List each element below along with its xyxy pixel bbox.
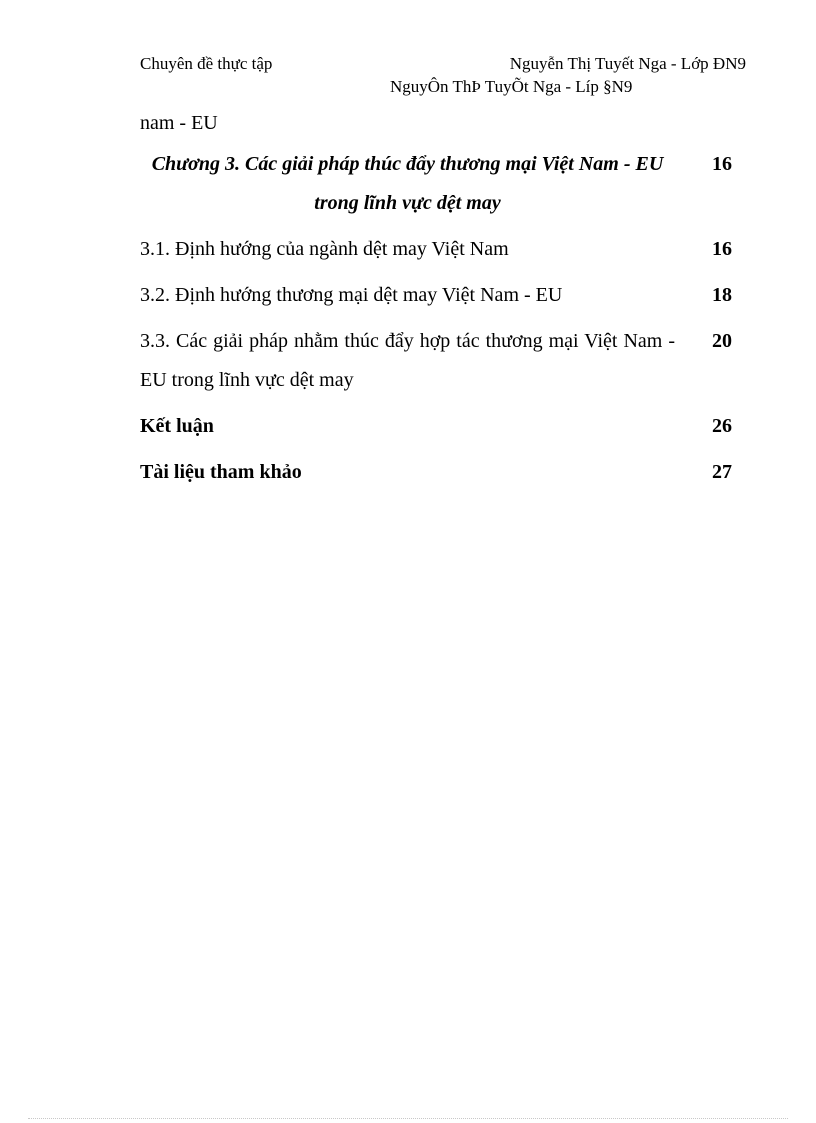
toc-entry-text: Kết luận <box>140 415 214 437</box>
toc-entry-text: 3.2. Định hướng thương mại dệt may Việt Nam - EU <box>140 284 563 306</box>
toc-entry-text: Chương 3. Các giải pháp thúc đẩy thương mại Việt Nam - EU trong lĩnh vực dệt may <box>151 153 664 214</box>
toc-entry-3-2 <box>140 276 732 315</box>
toc-entry-chapter-3 <box>140 145 732 223</box>
page-header-right: Nguyễn Thị Tuyết Nga - Lớp ĐN9 <box>509 54 746 73</box>
page-header-legacy-encoding: NguyÔn ThÞ TuyÕt Nga - Líp §N9 <box>390 77 633 96</box>
toc-entry-3-1 <box>140 230 732 269</box>
toc-entry-page: 20 <box>712 330 732 352</box>
toc-entry-text: 3.3. Các giải pháp nhằm thúc đẩy hợp tác thương mại Việt Nam - EU trong lĩnh vực dệt may <box>140 330 675 391</box>
toc-entry-page: 18 <box>712 284 732 306</box>
toc-continuation-text: nam - EU <box>140 112 218 134</box>
toc-entry-text: Tài liệu tham khảo <box>140 461 302 483</box>
toc-entry-3-3 <box>140 322 732 400</box>
toc-continuation-row <box>140 104 732 143</box>
toc-entry-references <box>140 453 732 492</box>
toc-entry-text: 3.1. Định hướng của ngành dệt may Việt Nam <box>140 238 509 260</box>
toc-entry-conclusion <box>140 407 732 446</box>
toc-entry-page: 16 <box>712 238 732 260</box>
toc-entry-page: 16 <box>712 153 732 175</box>
toc-entry-page: 26 <box>712 415 732 437</box>
page-bottom-border <box>28 1118 788 1119</box>
page-header-left: Chuyên đề thực tập <box>140 54 273 73</box>
toc-entry-page: 27 <box>712 461 732 483</box>
table-of-contents <box>140 104 732 492</box>
